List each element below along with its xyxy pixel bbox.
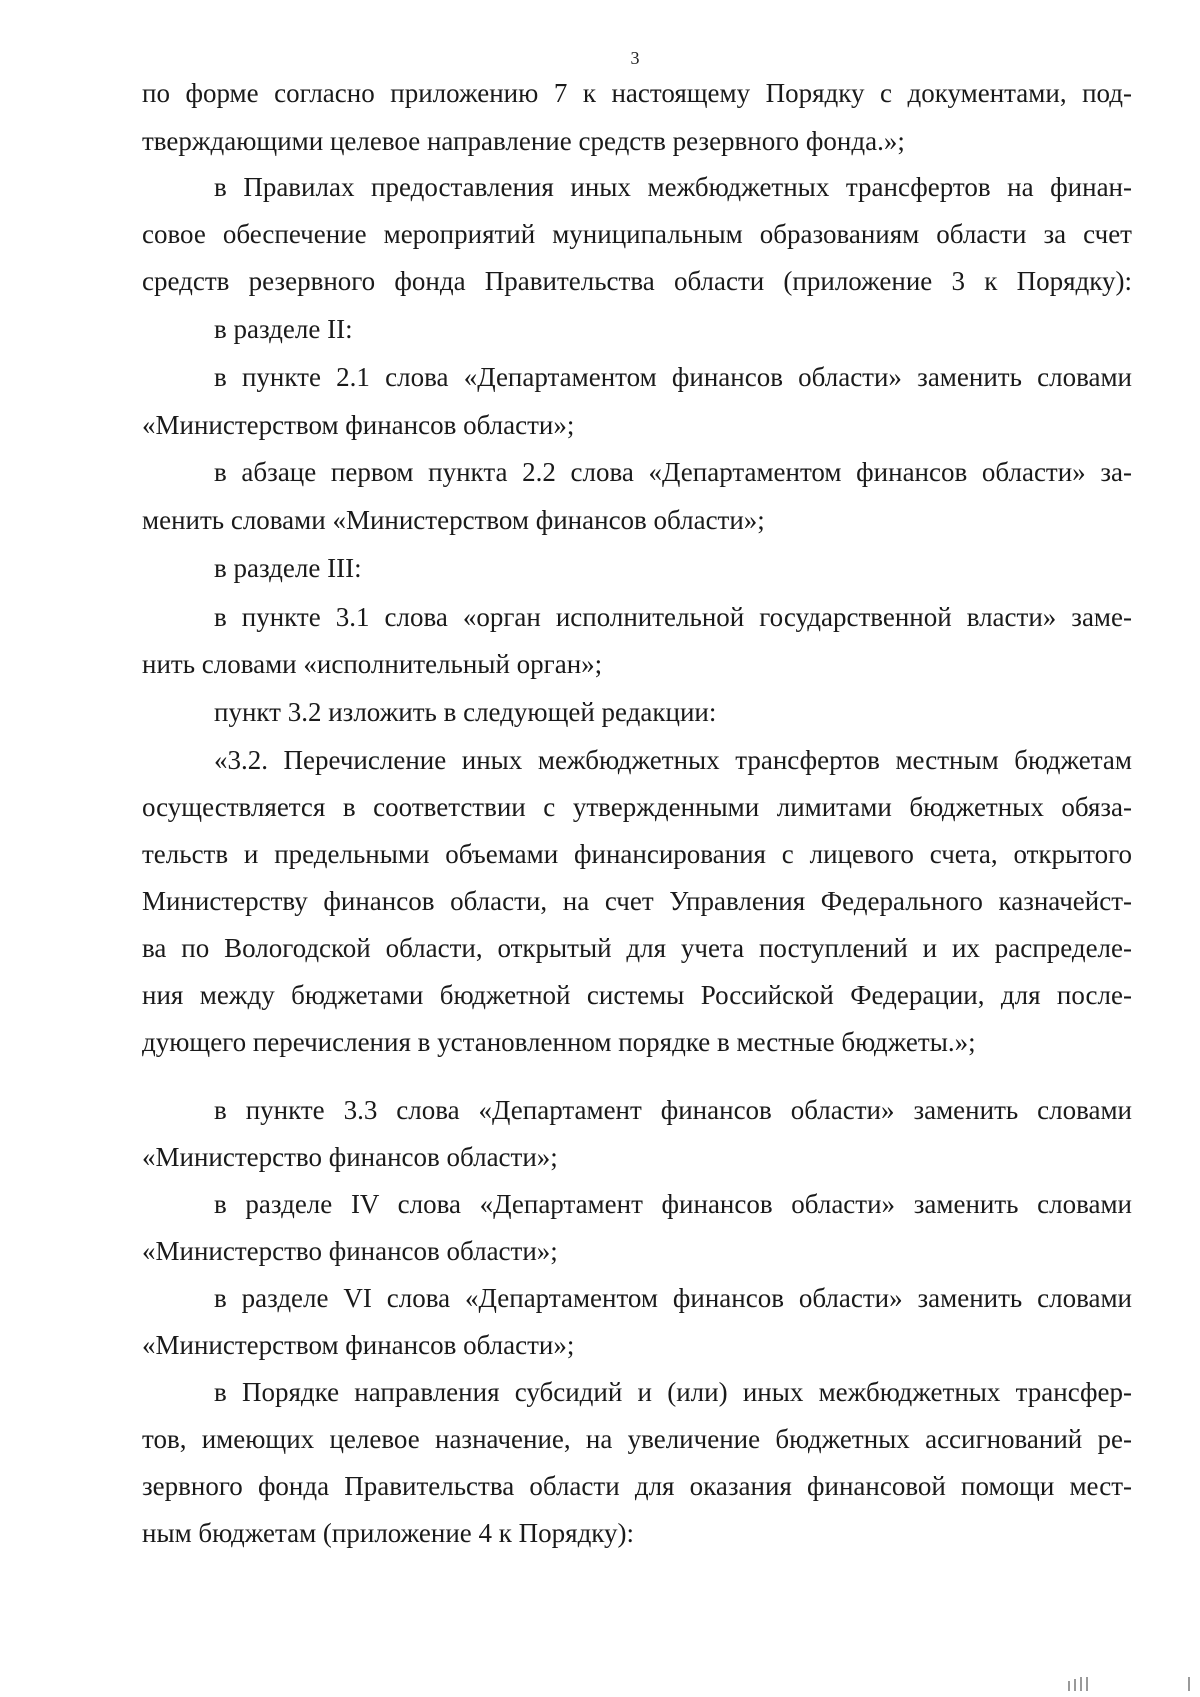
text-line: в разделе II: <box>214 314 353 344</box>
scan-edge-marks <box>1040 1677 1200 1691</box>
text-line: дующего перечисления в установленном порядке в местные бюджеты.»; <box>142 1027 976 1057</box>
text-line: в разделе VI слова «Департаментом финансов области» заменить словами <box>214 1283 1132 1313</box>
text-line: «Министерством финансов области»; <box>142 410 575 440</box>
text-line: «Министерством финансов области»; <box>142 1330 575 1360</box>
text-line: в Порядке направления субсидий и (или) иных межбюджетных трансфер- <box>214 1377 1132 1407</box>
text-line: в пункте 3.1 слова «орган исполнительной государственной власти» заме- <box>214 602 1132 632</box>
text-line: «Министерство финансов области»; <box>142 1236 558 1266</box>
text-line: тов, имеющих целевое назначение, на увеличение бюджетных ассигнований ре- <box>142 1424 1132 1454</box>
text-line: ва по Вологодской области, открытый для учета поступлений и их распределе- <box>142 933 1132 963</box>
text-line: средств резервного фонда Правительства области (приложение 3 к Порядку): <box>142 266 1132 296</box>
text-line: в разделе III: <box>214 553 362 583</box>
text-line: «Министерство финансов области»; <box>142 1142 558 1172</box>
text-line: в пункте 2.1 слова «Департаментом финансов области» заменить словами <box>214 362 1132 392</box>
text-line: в пункте 3.3 слова «Департамент финансов области» заменить словами <box>214 1095 1132 1125</box>
text-line: зервного фонда Правительства области для оказания финансовой помощи мест- <box>142 1471 1132 1501</box>
page-number: 3 <box>630 48 640 68</box>
text-line: по форме согласно приложению 7 к настоящему Порядку с документами, под- <box>142 78 1132 108</box>
text-line: пункт 3.2 изложить в следующей редакции: <box>214 697 717 727</box>
text-line: в Правилах предоставления иных межбюджетных трансфертов на финан- <box>214 172 1132 202</box>
text-line: осуществляется в соответствии с утвержденными лимитами бюджетных обяза- <box>142 792 1132 822</box>
text-line: нить словами «исполнительный орган»; <box>142 649 603 679</box>
text-line: в разделе IV слова «Департамент финансов области» заменить словами <box>214 1189 1132 1219</box>
text-line: в абзаце первом пункта 2.2 слова «Департаментом финансов области» за- <box>214 457 1132 487</box>
text-line: тверждающими целевое направление средств резервного фонда.»; <box>142 126 905 156</box>
text-line: менить словами «Министерством финансов области»; <box>142 505 765 535</box>
text-line: совое обеспечение мероприятий муниципальным образованиям области за счет <box>142 219 1132 249</box>
text-line: «3.2. Перечисление иных межбюджетных трансфертов местным бюджетам <box>214 745 1132 775</box>
text-line: тельств и предельными объемами финансирования с лицевого счета, открытого <box>142 839 1132 869</box>
text-line: Министерству финансов области, на счет Управления Федерального казначейст- <box>142 886 1132 916</box>
text-line: ния между бюджетами бюджетной системы Российской Федерации, для после- <box>142 980 1132 1010</box>
text-line: ным бюджетам (приложение 4 к Порядку): <box>142 1518 635 1548</box>
